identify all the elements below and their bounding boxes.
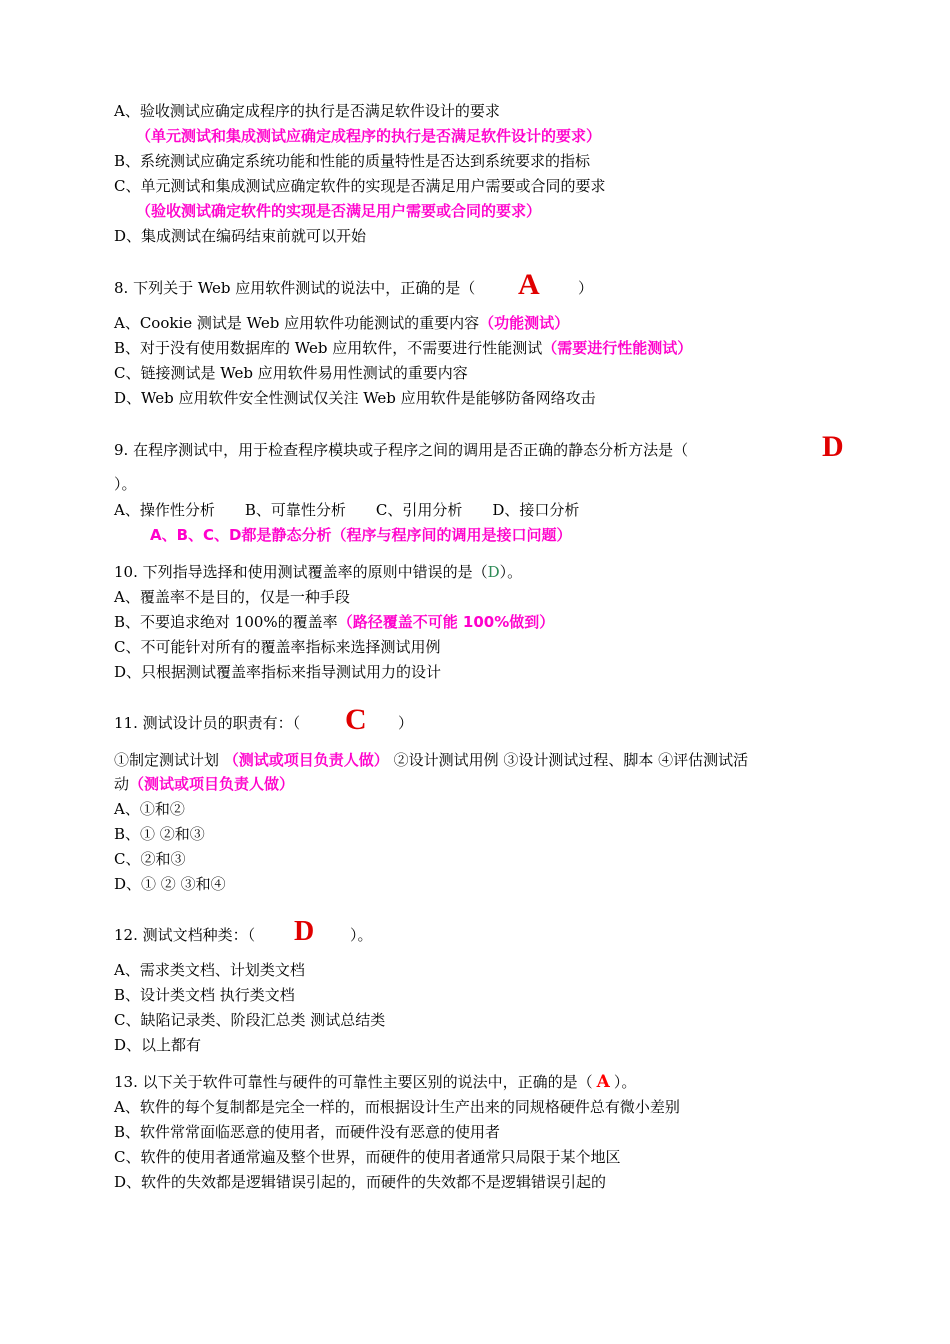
q9-note: A、B、C、D都是静态分析（程序与程序间的调用是接口问题） bbox=[150, 526, 572, 544]
q8-option-b-text: B、对于没有使用数据库的 Web 应用软件，不需要进行性能测试 bbox=[114, 339, 543, 357]
q7-option-b: B、系统测试应确定系统功能和性能的质量特性是否达到系统要求的指标 bbox=[114, 152, 591, 170]
q12-answer: D bbox=[294, 916, 315, 947]
q9-close: ）。 bbox=[114, 475, 137, 493]
q10-stem bbox=[114, 562, 522, 582]
q9-options: A、操作性分析 B、可靠性分析 C、引用分析 D、接口分析 bbox=[114, 501, 580, 519]
q7-option-a-note: （单元测试和集成测试应确定成程序的执行是否满足软件设计的要求） bbox=[136, 127, 602, 145]
q7-option-a: A、验收测试应确定成程序的执行是否满足软件设计的要求 bbox=[114, 102, 500, 120]
q10-option-a: A、覆盖率不是目的，仅是一种手段 bbox=[114, 588, 350, 606]
q10-option-b bbox=[114, 612, 554, 632]
q11-answer: C bbox=[345, 703, 367, 736]
q13-stem-text: 13. 以下关于软件可靠性与硬件的可靠性主要区别的说法中，正确的是（ bbox=[114, 1073, 593, 1091]
q8-option-c: C、链接测试是 Web 应用软件易用性测试的重要内容 bbox=[114, 364, 468, 382]
q8-close: ） bbox=[578, 279, 594, 297]
q10-stem-pre: 10. 下列指导选择和使用测试覆盖率的原则中错误的是（ bbox=[114, 563, 488, 581]
q13-stem bbox=[114, 1072, 636, 1092]
q10-option-d: D、只根据测试覆盖率指标来指导测试用力的设计 bbox=[114, 663, 442, 681]
q11-duties-rest: ②设计测试用例 ③设计测试过程、脚本 ④评估测试活 bbox=[393, 751, 749, 769]
q12-option-c: C、缺陷记录类、阶段汇总类 测试总结类 bbox=[114, 1011, 386, 1029]
q11-option-d: D、① ② ③和④ bbox=[114, 875, 226, 893]
q11-duties-wrap: 动 bbox=[114, 775, 130, 793]
q8-option-a-text: A、Cookie 测试是 Web 应用软件功能测试的重要内容 bbox=[114, 314, 480, 332]
q12-option-b: B、设计类文档 执行类文档 bbox=[114, 986, 295, 1004]
q10-answer: D bbox=[487, 563, 500, 581]
q11-close: ） bbox=[398, 714, 414, 732]
q11-duty-1: ①制定测试计划 bbox=[114, 751, 220, 769]
q10-stem-post: ）。 bbox=[499, 563, 523, 581]
q8-stem-text: 8. 下列关于 Web 应用软件测试的说法中，正确的是（ bbox=[114, 279, 476, 297]
q12-option-d: D、以上都有 bbox=[114, 1036, 202, 1054]
q11-option-b: B、① ②和③ bbox=[114, 825, 205, 843]
q8-option-b bbox=[114, 338, 692, 358]
q8-option-d: D、Web 应用软件安全性测试仅关注 Web 应用软件是能够防备网络攻击 bbox=[114, 389, 596, 407]
q12-stem: 12. 测试文档种类：（ bbox=[114, 926, 256, 944]
q8-option-a-note: （功能测试） bbox=[479, 314, 570, 332]
q7-option-d: D、集成测试在编码结束前就可以开始 bbox=[114, 227, 367, 245]
q13-option-b: B、软件常常面临恶意的使用者，而硬件没有恶意的使用者 bbox=[114, 1123, 501, 1141]
q11-option-c: C、②和③ bbox=[114, 850, 186, 868]
q7-option-c: C、单元测试和集成测试应确定软件的实现是否满足用户需要或合同的要求 bbox=[114, 177, 606, 195]
q11-option-a: A、①和② bbox=[114, 800, 185, 818]
q13-answer: A bbox=[596, 1072, 610, 1092]
q7-option-c-note: （验收测试确定软件的实现是否满足用户需要或合同的要求） bbox=[136, 202, 542, 220]
q9-stem: 9. 在程序测试中，用于检查程序模块或子程序之间的调用是否正确的静态分析方法是（ bbox=[114, 441, 689, 459]
q12-option-a: A、需求类文档、计划类文档 bbox=[114, 961, 305, 979]
q8-answer: A bbox=[518, 268, 540, 301]
q13-option-c: C、软件的使用者通常遍及整个世界，而硬件的使用者通常只局限于某个地区 bbox=[114, 1148, 621, 1166]
q11-duty-4-note: （测试或项目负责人做） bbox=[129, 775, 295, 793]
q10-option-c: C、不可能针对所有的覆盖率指标来选择测试用例 bbox=[114, 638, 441, 656]
q11-duties-line1 bbox=[114, 750, 748, 770]
q8-stem bbox=[114, 278, 475, 298]
q11-duties-line2 bbox=[114, 774, 294, 794]
q12-close: ）。 bbox=[350, 926, 373, 944]
q8-option-b-note: （需要进行性能测试） bbox=[542, 339, 693, 357]
q13-option-d: D、软件的失效都是逻辑错误引起的，而硬件的失效都不是逻辑错误引起的 bbox=[114, 1173, 607, 1191]
q9-answer: D bbox=[822, 430, 844, 463]
q10-option-b-note: （路径覆盖不可能 100%做到） bbox=[337, 613, 555, 631]
q13-close: ）。 bbox=[613, 1073, 637, 1091]
q11-duty-1-note: （测试或项目负责人做） bbox=[223, 751, 389, 769]
q10-option-b-text: B、不要追求绝对 100%的覆盖率 bbox=[114, 613, 338, 631]
q11-stem: 11. 测试设计员的职责有：（ bbox=[114, 714, 301, 732]
q8-option-a bbox=[114, 313, 569, 333]
q13-option-a: A、软件的每个复制都是完全一样的，而根据设计生产出来的同规格硬件总有微小差别 bbox=[114, 1098, 680, 1116]
